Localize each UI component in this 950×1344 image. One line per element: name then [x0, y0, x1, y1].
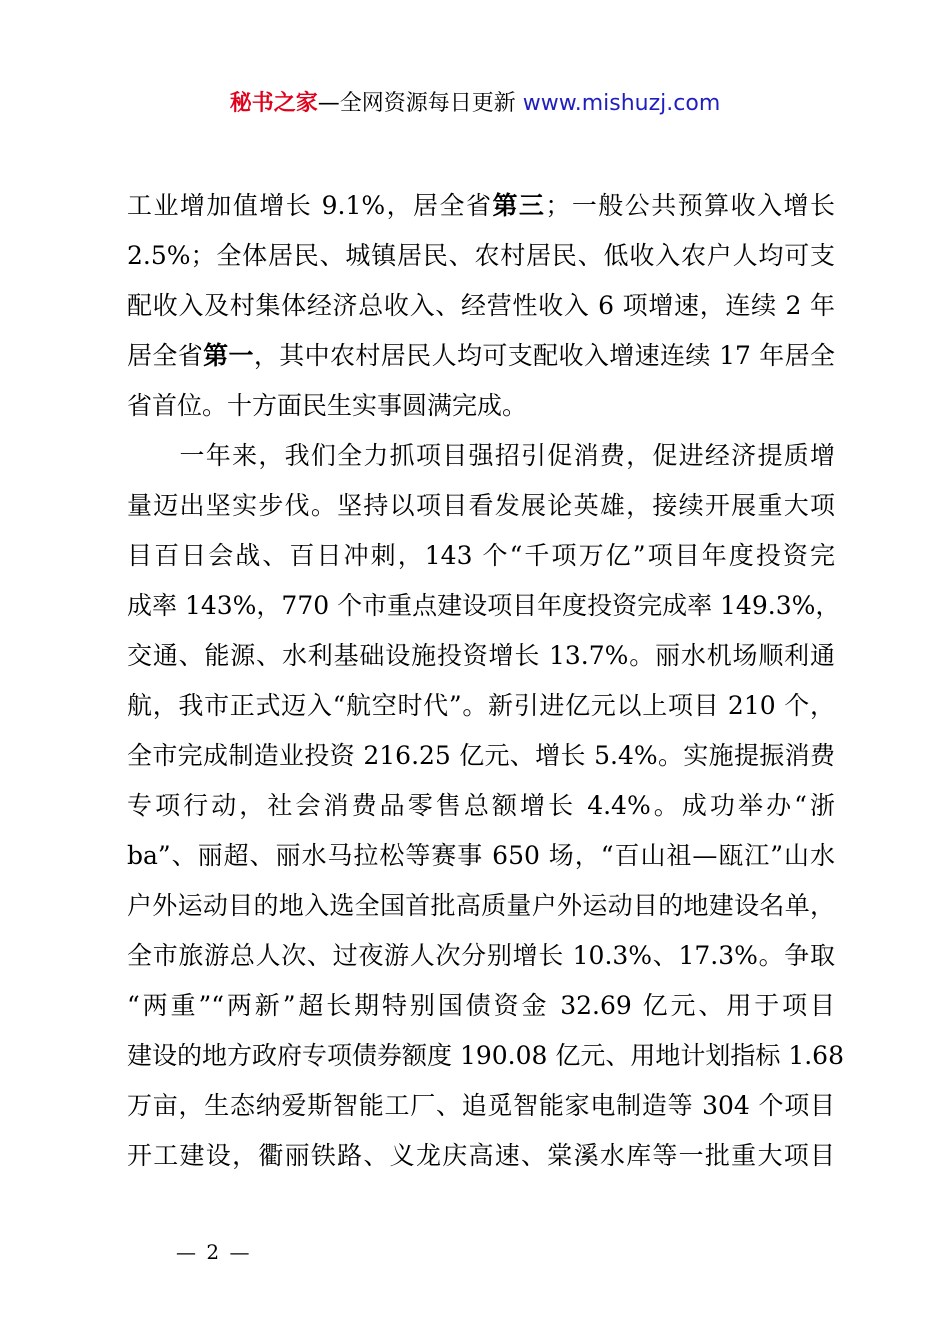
site-url: www.mishuzj.com	[522, 91, 721, 116]
text-line: 居全省第一，其中农村居民人均可支配收入增速连续 17 年居全	[127, 341, 835, 370]
text-line: 全市旅游总人次、过夜游人次分别增长 10.3%、17.3%。争取	[127, 941, 835, 970]
text-line: 全市完成制造业投资 216.25 亿元、增长 5.4%。实施提振消费	[127, 741, 835, 770]
text-line: 成率 143%，770 个市重点建设项目年度投资完成率 149.3%，	[127, 591, 841, 620]
text-line: 量迈出坚实步伐。坚持以项目看发展论英雄，接续开展重大项	[127, 491, 835, 520]
document-body	[127, 181, 844, 1181]
text-line: 航，我市正式迈入“航空时代”。新引进亿元以上项目 210 个，	[127, 691, 835, 720]
text-line: 2.5%；全体居民、城镇居民、农村居民、低收入农户人均可支	[127, 241, 835, 270]
text-line: 专项行动，社会消费品零售总额增长 4.4%。成功举办“浙	[127, 791, 835, 820]
page-number: — 2 —	[176, 1240, 252, 1264]
text-line: 一年来，我们全力抓项目强招引促消费，促进经济提质增	[127, 441, 835, 470]
brand-name: 秘书之家	[229, 91, 318, 116]
text-line: 交通、能源、水利基础设施投资增长 13.7%。丽水机场顺利通	[127, 641, 835, 670]
text-line: 建设的地方政府专项债券额度 190.08 亿元、用地计划指标 1.68	[127, 1041, 844, 1070]
text-line: 万亩，生态纳爱斯智能工厂、追觅智能家电制造等 304 个项目	[127, 1091, 835, 1120]
text-line: 工业增加值增长 9.1%，居全省第三；一般公共预算收入增长	[127, 191, 835, 220]
text-line: “两重”“两新”超长期特别国债资金 32.69 亿元、用于项目	[127, 991, 835, 1020]
emphasis-third: 第三	[492, 191, 546, 220]
text-line: ba”、丽超、丽水马拉松等赛事 650 场，“百山祖—瓯江”山水	[127, 841, 835, 870]
text-line: 户外运动目的地入选全国首批高质量户外运动目的地建设名单，	[127, 891, 835, 920]
text-line: 配收入及村集体经济总收入、经营性收入 6 项增速，连续 2 年	[127, 291, 835, 320]
emphasis-first: 第一	[203, 341, 254, 370]
site-watermark-header	[0, 88, 950, 120]
text-line: 开工建设，衢丽铁路、义龙庆高速、棠溪水库等一批重大项目	[127, 1141, 835, 1170]
text-line: 省首位。十方面民生实事圆满完成。	[127, 391, 528, 420]
brand-slogan: —全网资源每日更新	[317, 91, 523, 116]
text-line: 目百日会战、百日冲刺，143 个“千项万亿”项目年度投资完	[127, 541, 835, 570]
